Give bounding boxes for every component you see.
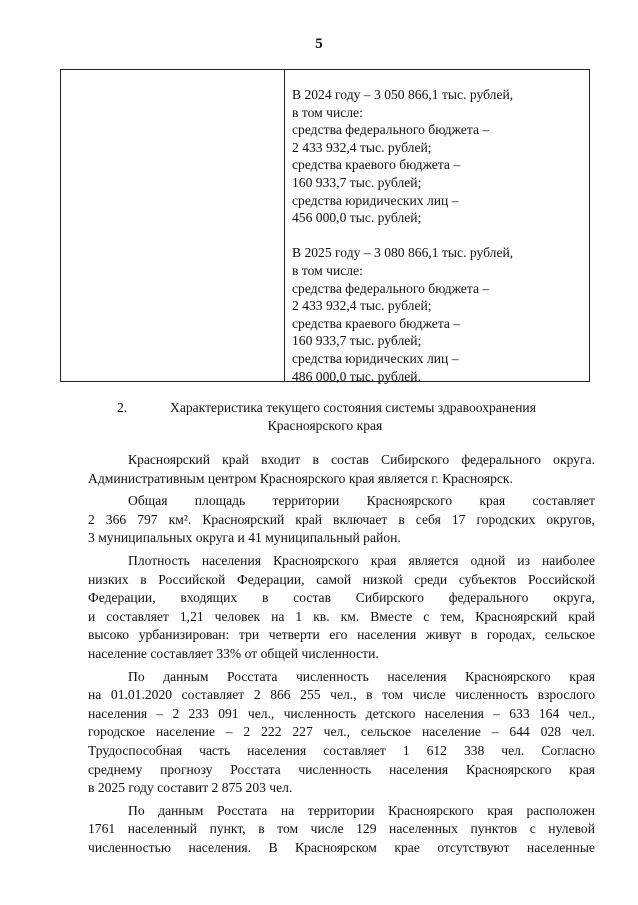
section-number: 2. — [117, 400, 128, 415]
text-line: Красноярский край входит в состав Сибирского федерального округа. — [128, 452, 595, 467]
budget-block-2025 — [292, 244, 582, 385]
budget-line: средства юридических лиц – — [292, 350, 459, 366]
paragraph — [88, 451, 595, 488]
text-line: в 2025 году составит 2 875 203 чел. — [88, 780, 293, 796]
text-line: По данным Росстата на территории Красноярского края расположен — [128, 802, 595, 818]
paragraph — [88, 668, 595, 798]
budget-block-2024 — [292, 86, 582, 227]
text-line: населения – 2 233 091 чел., численность детского населения – 633 164 чел., — [88, 705, 595, 721]
text-line: и составляет 1,21 человек на 1 кв. км. Вместе с тем, Красноярский край — [88, 608, 595, 624]
text-line: население составляет 33% от общей численности. — [88, 645, 379, 661]
budget-line: В 2024 году – 3 050 866,1 тыс. рублей, — [292, 87, 514, 102]
text-line: низких в Российской Федерации, самой низкой среди субъектов Российской — [88, 571, 595, 587]
paragraph — [88, 802, 595, 858]
budget-line: средства федерального бюджета – — [292, 122, 490, 138]
budget-line: в том числе: — [292, 262, 363, 278]
budget-cell — [292, 86, 582, 385]
section-title-line: Характеристика текущего состояния системы здравоохранения — [170, 400, 536, 415]
text-line: Федерации, входящих в состав Сибирского федерального округа, — [88, 590, 595, 606]
text-line: 1761 населенный пункт, в том числе 129 населенных пунктов с нулевой — [88, 821, 595, 837]
text-line: По данным Росстата численность населения Красноярского края — [128, 668, 595, 684]
section-heading — [60, 399, 590, 435]
text-line: Трудоспособная часть населения составляет 1 612 338 чел. Согласно — [88, 742, 595, 758]
text-line: численностью населения. В Красноярском крае отсутствуют населенные — [88, 839, 595, 855]
text-line: на 01.01.2020 составляет 2 866 255 чел., в том числе численность взрослого — [88, 687, 595, 703]
paragraph — [88, 552, 595, 664]
page-number: 5 — [315, 36, 323, 52]
budget-line: 2 433 932,4 тыс. рублей; — [292, 298, 432, 314]
text-line: Административным центром Красноярского края является г. Красноярск. — [88, 470, 513, 486]
budget-line: 160 933,7 тыс. рублей; — [292, 333, 422, 349]
budget-line: средства краевого бюджета – — [292, 157, 461, 173]
text-line: 3 муниципальных округа и 41 муниципальный район. — [88, 530, 401, 546]
paragraph — [88, 492, 595, 548]
budget-line: 2 433 932,4 тыс. рублей; — [292, 139, 432, 155]
budget-line: 486 000,0 тыс. рублей. — [292, 368, 421, 384]
body-text — [88, 451, 595, 857]
text-line: 2 366 797 км². Красноярский край включает в себя 17 городских округов, — [88, 511, 595, 527]
text-line: Плотность населения Красноярского края является одной из наиболее — [128, 552, 595, 568]
budget-line: средства краевого бюджета – — [292, 315, 461, 331]
budget-line: 160 933,7 тыс. рублей; — [292, 174, 422, 190]
table-column-divider — [284, 70, 285, 381]
text-line: среднему прогнозу Росстата численность населения Красноярского края — [88, 761, 595, 777]
budget-line: В 2025 году – 3 080 866,1 тыс. рублей, — [292, 245, 514, 261]
section-title-line: Красноярского края — [267, 418, 383, 433]
text-line: высоко урбанизирован: три четверти его населения живут в городах, сельское — [88, 627, 595, 643]
text-line: городское население – 2 222 227 чел., сельское население – 644 028 чел. — [88, 724, 595, 740]
budget-line: 456 000,0 тыс. рублей; — [292, 210, 422, 226]
text-line: Общая площадь территории Красноярского края составляет — [128, 493, 595, 509]
budget-table — [60, 69, 590, 382]
budget-line: средства юридических лиц – — [292, 192, 459, 208]
budget-line: средства федерального бюджета – — [292, 280, 490, 296]
budget-line: в том числе: — [292, 104, 363, 120]
